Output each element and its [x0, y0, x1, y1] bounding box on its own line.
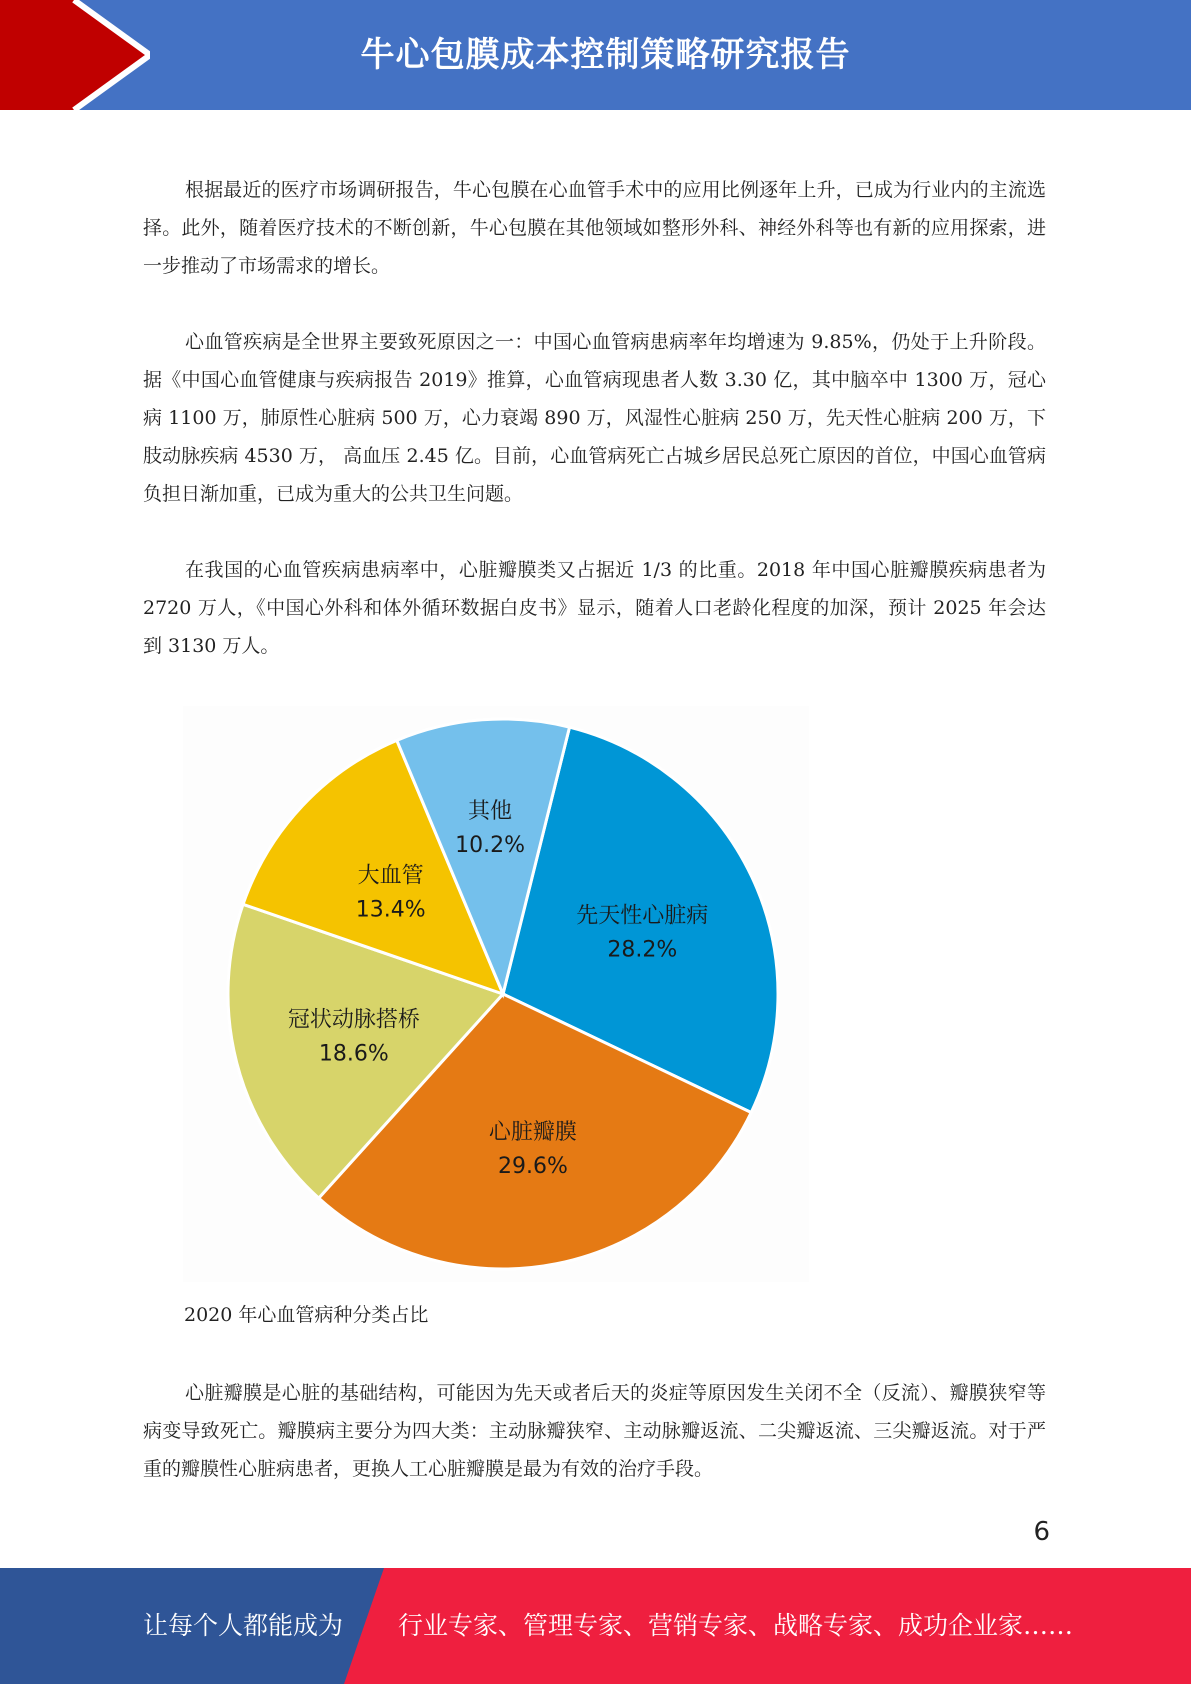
pie-slice-value: 10.2% [455, 832, 525, 858]
chart-caption: 2020 年心血管病种分类占比 [184, 1304, 429, 1326]
paragraph-heart-valve-prevalence: 在我国的心血管疾病患病率中，心脏瓣膜类又占据近 1/3 的比重。2018 年中国心脏瓣膜疾病患者为 2720 万人，《中国心外科和体外循环数据白皮书》显示，随着人口老龄化程度的加深，预计 2025 年会达到 3130 万人。 [143, 559, 1046, 657]
pie-slice-label: 先天性心脏病 [576, 903, 709, 929]
paragraph-heart-valve-treatment: 心脏瓣膜是心脏的基础结构，可能因为先天或者后天的炎症等原因发生关闭不全（反流）、瓣膜狭窄等病变导致死亡。瓣膜病主要分为四大类：主动脉瓣狭窄、主动脉瓣返流、二尖瓣返流、三尖瓣返流。对于严重的瓣膜性心脏病患者，更换人工心脏瓣膜是最为有效的治疗手段。 [143, 1382, 1046, 1480]
pie-slice-value: 13.4% [355, 897, 426, 923]
footer-slogan-left: 让每个人都能成为 [143, 1611, 344, 1640]
pie-slice-label: 冠状动脉搭桥 [287, 1007, 420, 1033]
paragraph-market-research: 根据最近的医疗市场调研报告，牛心包膜在心血管手术中的应用比例逐年上升，已成为行业内的主流选择。此外，随着医疗技术的不断创新，牛心包膜在其他领域如整形外科、神经外科等也有新的应用探索，进一步推动了市场需求的增长。 [143, 179, 1046, 277]
header-bar [0, 0, 1191, 110]
pie-chart-svg [183, 706, 809, 1282]
pie-slice-label: 大血管 [357, 863, 424, 889]
report-title: 牛心包膜成本控制策略研究报告 [360, 35, 851, 75]
pie-slice-label: 其他 [468, 798, 513, 824]
page-number: 6 [1033, 1517, 1050, 1547]
footer-slogan-right: 行业专家、管理专家、营销专家、战略专家、成功企业家…… [398, 1611, 1074, 1640]
pie-slice-label: 心脏瓣膜 [488, 1120, 577, 1146]
paragraph-cardiovascular-disease: 心血管疾病是全世界主要致死原因之一：中国心血管病患病率年均增速为 9.85%，仍处于上升阶段。据《中国心血管健康与疾病报告 2019》推算，心血管病现患者人数 3.30 亿，其中脑卒中 1300 万，冠心病 1100 万，肺原性心脏病 500 万，心力衰竭 890 万，风湿性心脏病 250 万，先天性心脏病 200 万，下肢动脉疾病 4530 万， 高血压 2.45 亿。目前，心血管病死亡占城乡居民总死亡原因的首位，中国心血管病负担日渐加重，已成为重大的公共卫生问题。 [143, 331, 1046, 505]
pie-slice-value: 28.2% [607, 937, 678, 963]
pie-slice-value: 18.6% [318, 1041, 389, 1067]
footer-bar [0, 1568, 1191, 1684]
pie-slice-value: 29.6% [497, 1154, 568, 1180]
pie-chart [183, 706, 809, 1282]
